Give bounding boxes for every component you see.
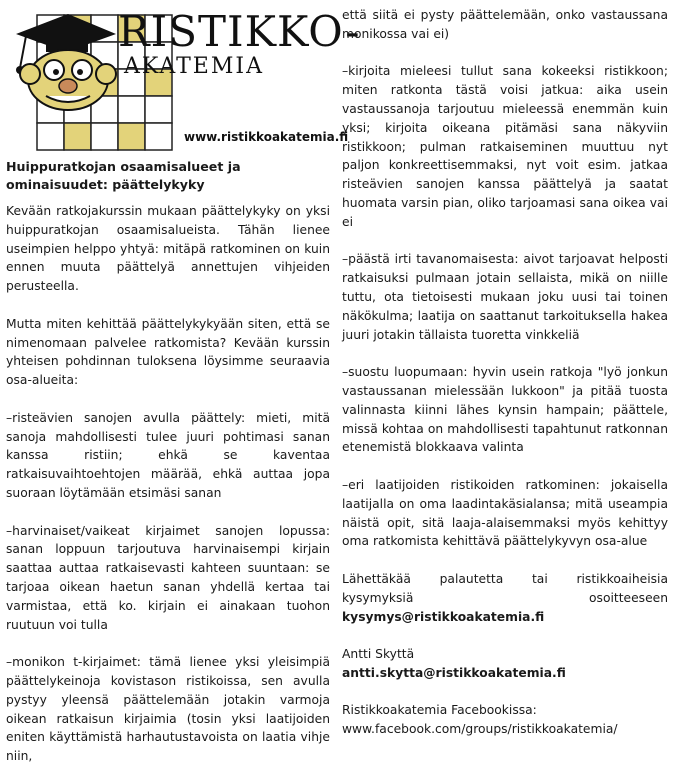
author-name: Antti Skyttä [342, 647, 415, 662]
article-heading: Huippuratkojan osaamisalueet ja ominaisuudet: päättelykyky [6, 159, 241, 192]
paragraph: Kevään ratkojakurssin mukaan päättelykyky on yksi huippuratkojan osaamisalueista. Tähän lienee useimpien helppo yhtyä: mitäpä ratkominen on kuin ennen muuta päättelyä annettujen vihjeiden perusteella. [6, 204, 330, 294]
feedback-text: Lähettäkää palautetta tai ristikkoaiheisia kysymyksiä osoitteeseen [342, 571, 668, 605]
list-item: –eri laatijoiden ristikoiden ratkominen: jokaisella laatijalla on oma laadintakäsialansa; mitä useampia näistä opit, sitä laaja-alaisemmaksi myös kehittyy oma ratkomista kehittävä päättelykyvyn osa-alue [342, 477, 668, 549]
feedback-paragraph [342, 570, 668, 626]
grid-cell [37, 123, 64, 150]
logo-title: RISTIKKO- [118, 7, 361, 56]
grid-cell [91, 123, 118, 150]
facebook-label: Ristikkoakatemia Facebookissa: [342, 703, 537, 718]
list-item: –harvinaiset/vaikeat kirjaimet sanojen lopussa: sanan loppuun tarjoutuva harvinaisempi kirjain saattaa auttaa ratkaisevasti kahteen suuntaan: se tarjoaa oikean haetun sanan yhdellä kertaa tai varmistaa, että ko. kirjain ei ainakaan tuohon ruutuun voi tulla [6, 523, 330, 632]
list-item: että siitä ei pysty päättelemään, onko vastaussana monikossa vai ei) [342, 8, 668, 41]
grid-cell [118, 123, 145, 150]
grid-cell [64, 123, 91, 150]
feedback-email-link[interactable]: kysymys@ristikkoakatemia.fi [342, 609, 545, 624]
grid-cell [145, 123, 172, 150]
list-item: –monikon t-kirjaimet: tämä lienee yksi yleisimpiä päättelykeinoja kovistason ristikoissa, sen avulla pystyy yleensä päättelemään jotakin varmoja oikean ratkaisun kirjaimia (tosin yksi laatijoiden eniten käyttämistä harhautustavoista on laatia vihje niin, [6, 655, 330, 764]
list-item: –risteävien sanojen avulla päättely: mieti, mitä sanoja mahdollisesti tulee juuri pohtimasi sanan kanssa ristiin; ehkä se kaventaa ratkaisuvaihtoehtojen määrää, ehkä auttaa jopa suoraan löytämään etsimäsi sanan [6, 410, 330, 500]
grid-cell [145, 96, 172, 123]
facebook-block [342, 701, 668, 739]
logo-url: www.ristikkoakatemia.fi [184, 130, 349, 144]
list-item: –suostu luopumaan: hyvin usein ratkoja "lyö jonkun vastaussanan mielessään lukkoon" ja pitää tuosta valinnasta kiinni lähes kynsin hampain; päättele, missä kohtaa on mahdollisesti tapahtunut ratkonnan etenemistä blokkaava valinta [342, 365, 668, 455]
list-item: –kirjoita mieleesi tullut sana kokeeksi ristikkoon; miten ratkonta tästä voisi jatkua: aika usein vastaussanoja tarjoutuu mieleessä enemmän kuin yksi; kirjoita oikeana pitämäsi sana näkyviin ristikkoon; pulman ratkaiseminen muuttuu nyt paljon konkreettisemmaksi, nyt voit esim. jatkaa risteävien sanojen kanssa päättelyä ja saatat huomata varsin pian, oliko tarjoamasi sana oikea vai ei [342, 64, 668, 229]
left-column [6, 0, 361, 766]
author-email-link[interactable]: antti.skytta@ristikkoakatemia.fi [342, 665, 566, 680]
professor-mascot-icon [6, 8, 136, 118]
paragraph: Mutta miten kehittää päättelykykyään siten, että se nimenomaan palvelee ratkomista? Kevään kurssin yhteisen pohdinnan tuloksena löysimme seuraavia osa-alueita: [6, 316, 330, 388]
right-column [342, 6, 668, 739]
logo-subtitle: AKATEMIA [124, 54, 264, 79]
facebook-link[interactable]: www.facebook.com/groups/ristikkoakatemia/ [342, 722, 618, 737]
list-item: –päästä irti tavanomaisesta: aivot tarjoavat helposti ratkaisuksi pulmaan jotain sellaista, mikä on niille tuttu, ota tietoisesti mukaan joku uusi tai toinen näkökulma; laatija on saattanut tarkoituksella hakea juuri jotakin tällaista tuoretta vinkkeliä [342, 252, 668, 342]
logo [6, 0, 361, 158]
